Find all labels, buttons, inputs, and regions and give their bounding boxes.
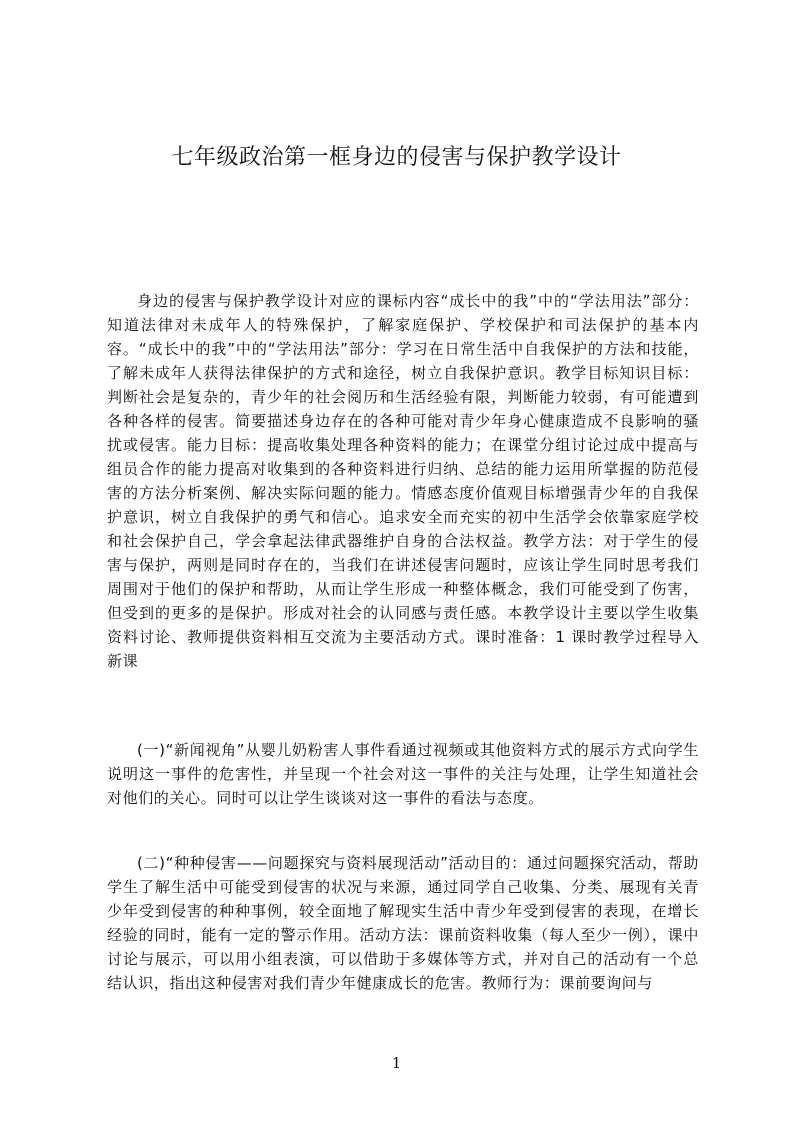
paragraph-news-perspective: (一)“新闻视角”从婴儿奶粉害人事件看通过视频或其他资料方式的展示方式向学生说明这一事件的危害性，并呈现一个社会对这一事件的关注与处理，让学生知道社会对他们的关心。同时可以让学生谈谈对这一事件的看法与态度。 [107, 741, 699, 807]
paragraph-various-harms: (二)“种种侵害——问题探究与资料展现活动”活动目的：通过问题探究活动，帮助学生了解生活中可能受到侵害的状况与来源，通过同学自己收集、分类、展现有关青少年受到侵害的种种事例，较全面地了解现实生活中青少年受到侵害的表现，在增长经验的同时，能有一定的警示作用。活动方法：课前资料收集（每人至少一例），课中讨论与展示，可以用小组表演，可以借助于多媒体等方式，并对自己的活动有一个总结认识，指出这种侵害对我们青少年健康成长的危害。教师行为：课前要询问与 [107, 854, 699, 992]
paragraph-intro: 身边的侵害与保护教学设计对应的课标内容“成长中的我”中的“学法用法”部分：知道法律对未成年人的特殊保护，了解家庭保护、学校保护和司法保护的基本内容。“成长中的我”中的“学法用法”部分：学习在日常生活中自我保护的方法和技能，了解未成年人获得法律保护的方式和途径，树立自我保护意识。教学目标知识目标：判断社会是复杂的，青少年的社会阅历和生活经验有限，判断能力较弱，有可能遭到各种各样的侵害。简要描述身边存在的各种可能对青少年身心健康造成不良影响的骚扰或侵害。能力目标：提高收集处理各种资料的能力；在课堂分组讨论过成中提高与组员合作的能力提高对收集到的各种资料进行归纳、总结的能力运用所掌握的防范侵害的方法分析案例、解决实际问题的能力。情感态度价值观目标增强青少年的自我保护意识，树立自我保护的勇气和信心。追求安全而充实的初中生活学会依靠家庭学校和社会保护自己，学会拿起法律武器维护自身的合法权益。教学方法：对于学生的侵害与保护，两则是同时存在的，当我们在讲述侵害问题时，应该让学生同时思考我们周围对于他们的保护和帮助，从而让学生形成一种整体概念，我们可能受到了伤害，但受到的更多的是保护。形成对社会的认同感与责任感。本教学设计主要以学生收集资料讨论、教师提供资料相互交流为主要活动方式。课时准备：1 课时教学过程导入新课 [107, 292, 699, 670]
document-title: 七年级政治第一框身边的侵害与保护教学设计 [171, 145, 622, 170]
page-number: 1 [391, 1054, 402, 1072]
